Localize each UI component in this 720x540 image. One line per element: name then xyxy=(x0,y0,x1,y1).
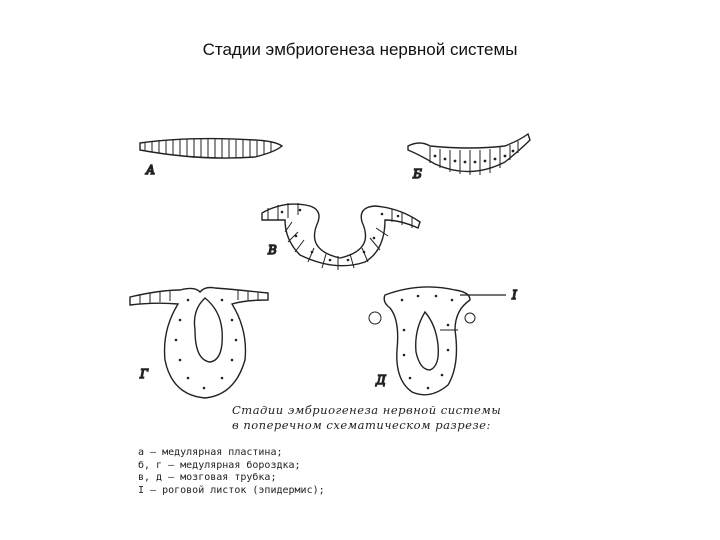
stage-label-d: Д xyxy=(376,373,386,387)
stage-d-neural-tube xyxy=(369,287,506,395)
stage-v-deep-groove xyxy=(262,203,420,270)
legend-item: б, г — медулярная бороздка; xyxy=(138,459,301,471)
figure-legend xyxy=(138,447,325,497)
caption-line-2: в поперечном схематическом разрезе: xyxy=(232,418,491,432)
stage-b-medullary-groove xyxy=(408,134,530,175)
stage-label-v: В xyxy=(268,243,277,257)
stage-label-a: А xyxy=(146,163,156,177)
stage-label-b: Б xyxy=(413,167,422,181)
stage-a-medullary-plate xyxy=(140,139,282,159)
pointer-label-I: I xyxy=(512,288,517,302)
legend-item: а — медулярная пластина; xyxy=(138,447,283,458)
legend-item: в, д — мозговая трубка; xyxy=(138,472,277,483)
figure-caption xyxy=(232,403,501,433)
stage-g-closing-groove xyxy=(130,288,268,399)
page-title: Стадии эмбриогенеза нервной системы xyxy=(202,40,518,59)
caption-line-1: Стадии эмбриогенеза нервной системы xyxy=(232,403,502,417)
stage-label-g: Г xyxy=(140,367,148,381)
legend-item: I — роговой листок (эпидермис); xyxy=(138,484,325,496)
